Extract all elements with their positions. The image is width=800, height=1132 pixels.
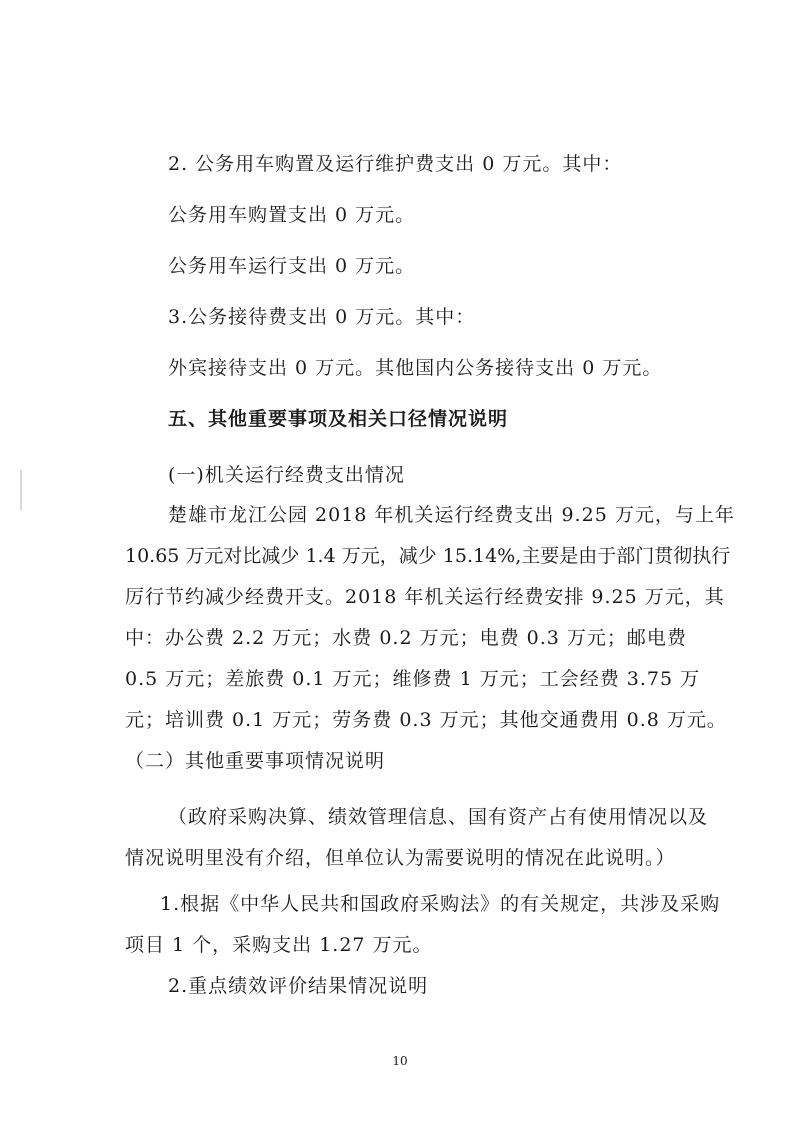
section-heading-other-matters: 五、其他重要事项及相关口径情况说明: [168, 408, 509, 430]
paragraph-reception-total: 3.公务接待费支出 0 万元。其中：: [168, 306, 476, 328]
page-number: 10: [392, 1054, 408, 1068]
paragraph-operating-expenses-line-5: 0.5 万元；差旅费 0.1 万元；维修费 1 万元；工会经费 3.75 万: [125, 668, 701, 690]
scan-margin-mark: [20, 470, 22, 510]
subheading-other-matters: （二）其他重要事项情况说明: [125, 750, 386, 772]
paragraph-operating-expenses-line-6: 元；培训费 0.1 万元；劳务费 0.3 万元；其他交通费用 0.8 万元。: [125, 709, 727, 731]
paragraph-note-line-1: （政府采购决算、绩效管理信息、国有资产占有使用情况以及: [168, 806, 709, 828]
paragraph-vehicle-operation: 公务用车运行支出 0 万元。: [168, 255, 416, 277]
paragraph-procurement-line-1: 1.根据《中华人民共和国政府采购法》的有关规定，共涉及采购: [160, 893, 721, 915]
paragraph-operating-expenses-line-3: 厉行节约减少经费开支。2018 年机关运行经费安排 9.25 万元，其: [125, 586, 725, 608]
paragraph-vehicle-total: 2. 公务用车购置及运行维护费支出 0 万元。其中：: [168, 153, 623, 175]
subheading-operating-expenses: (一)机关运行经费支出情况: [168, 464, 405, 486]
paragraph-operating-expenses-line-2: 10.65 万元对比减少 1.4 万元，减少 15.14%,主要是由于部门贯彻执行: [125, 545, 731, 567]
paragraph-vehicle-purchase: 公务用车购置支出 0 万元。: [168, 204, 416, 226]
paragraph-operating-expenses-line-1: 楚雄市龙江公园 2018 年机关运行经费支出 9.25 万元，与上年: [168, 504, 735, 526]
paragraph-note-line-2: 情况说明里没有介绍，但单位认为需要说明的情况在此说明。）: [125, 847, 676, 869]
paragraph-performance-evaluation: 2.重点绩效评价结果情况说明: [168, 975, 429, 997]
paragraph-operating-expenses-line-4: 中：办公费 2.2 万元；水费 0.2 万元；电费 0.3 万元；邮电费: [125, 627, 687, 649]
paragraph-reception-detail: 外宾接待支出 0 万元。其他国内公务接待支出 0 万元。: [168, 357, 663, 379]
paragraph-procurement-line-2: 项目 1 个，采购支出 1.27 万元。: [125, 934, 433, 956]
